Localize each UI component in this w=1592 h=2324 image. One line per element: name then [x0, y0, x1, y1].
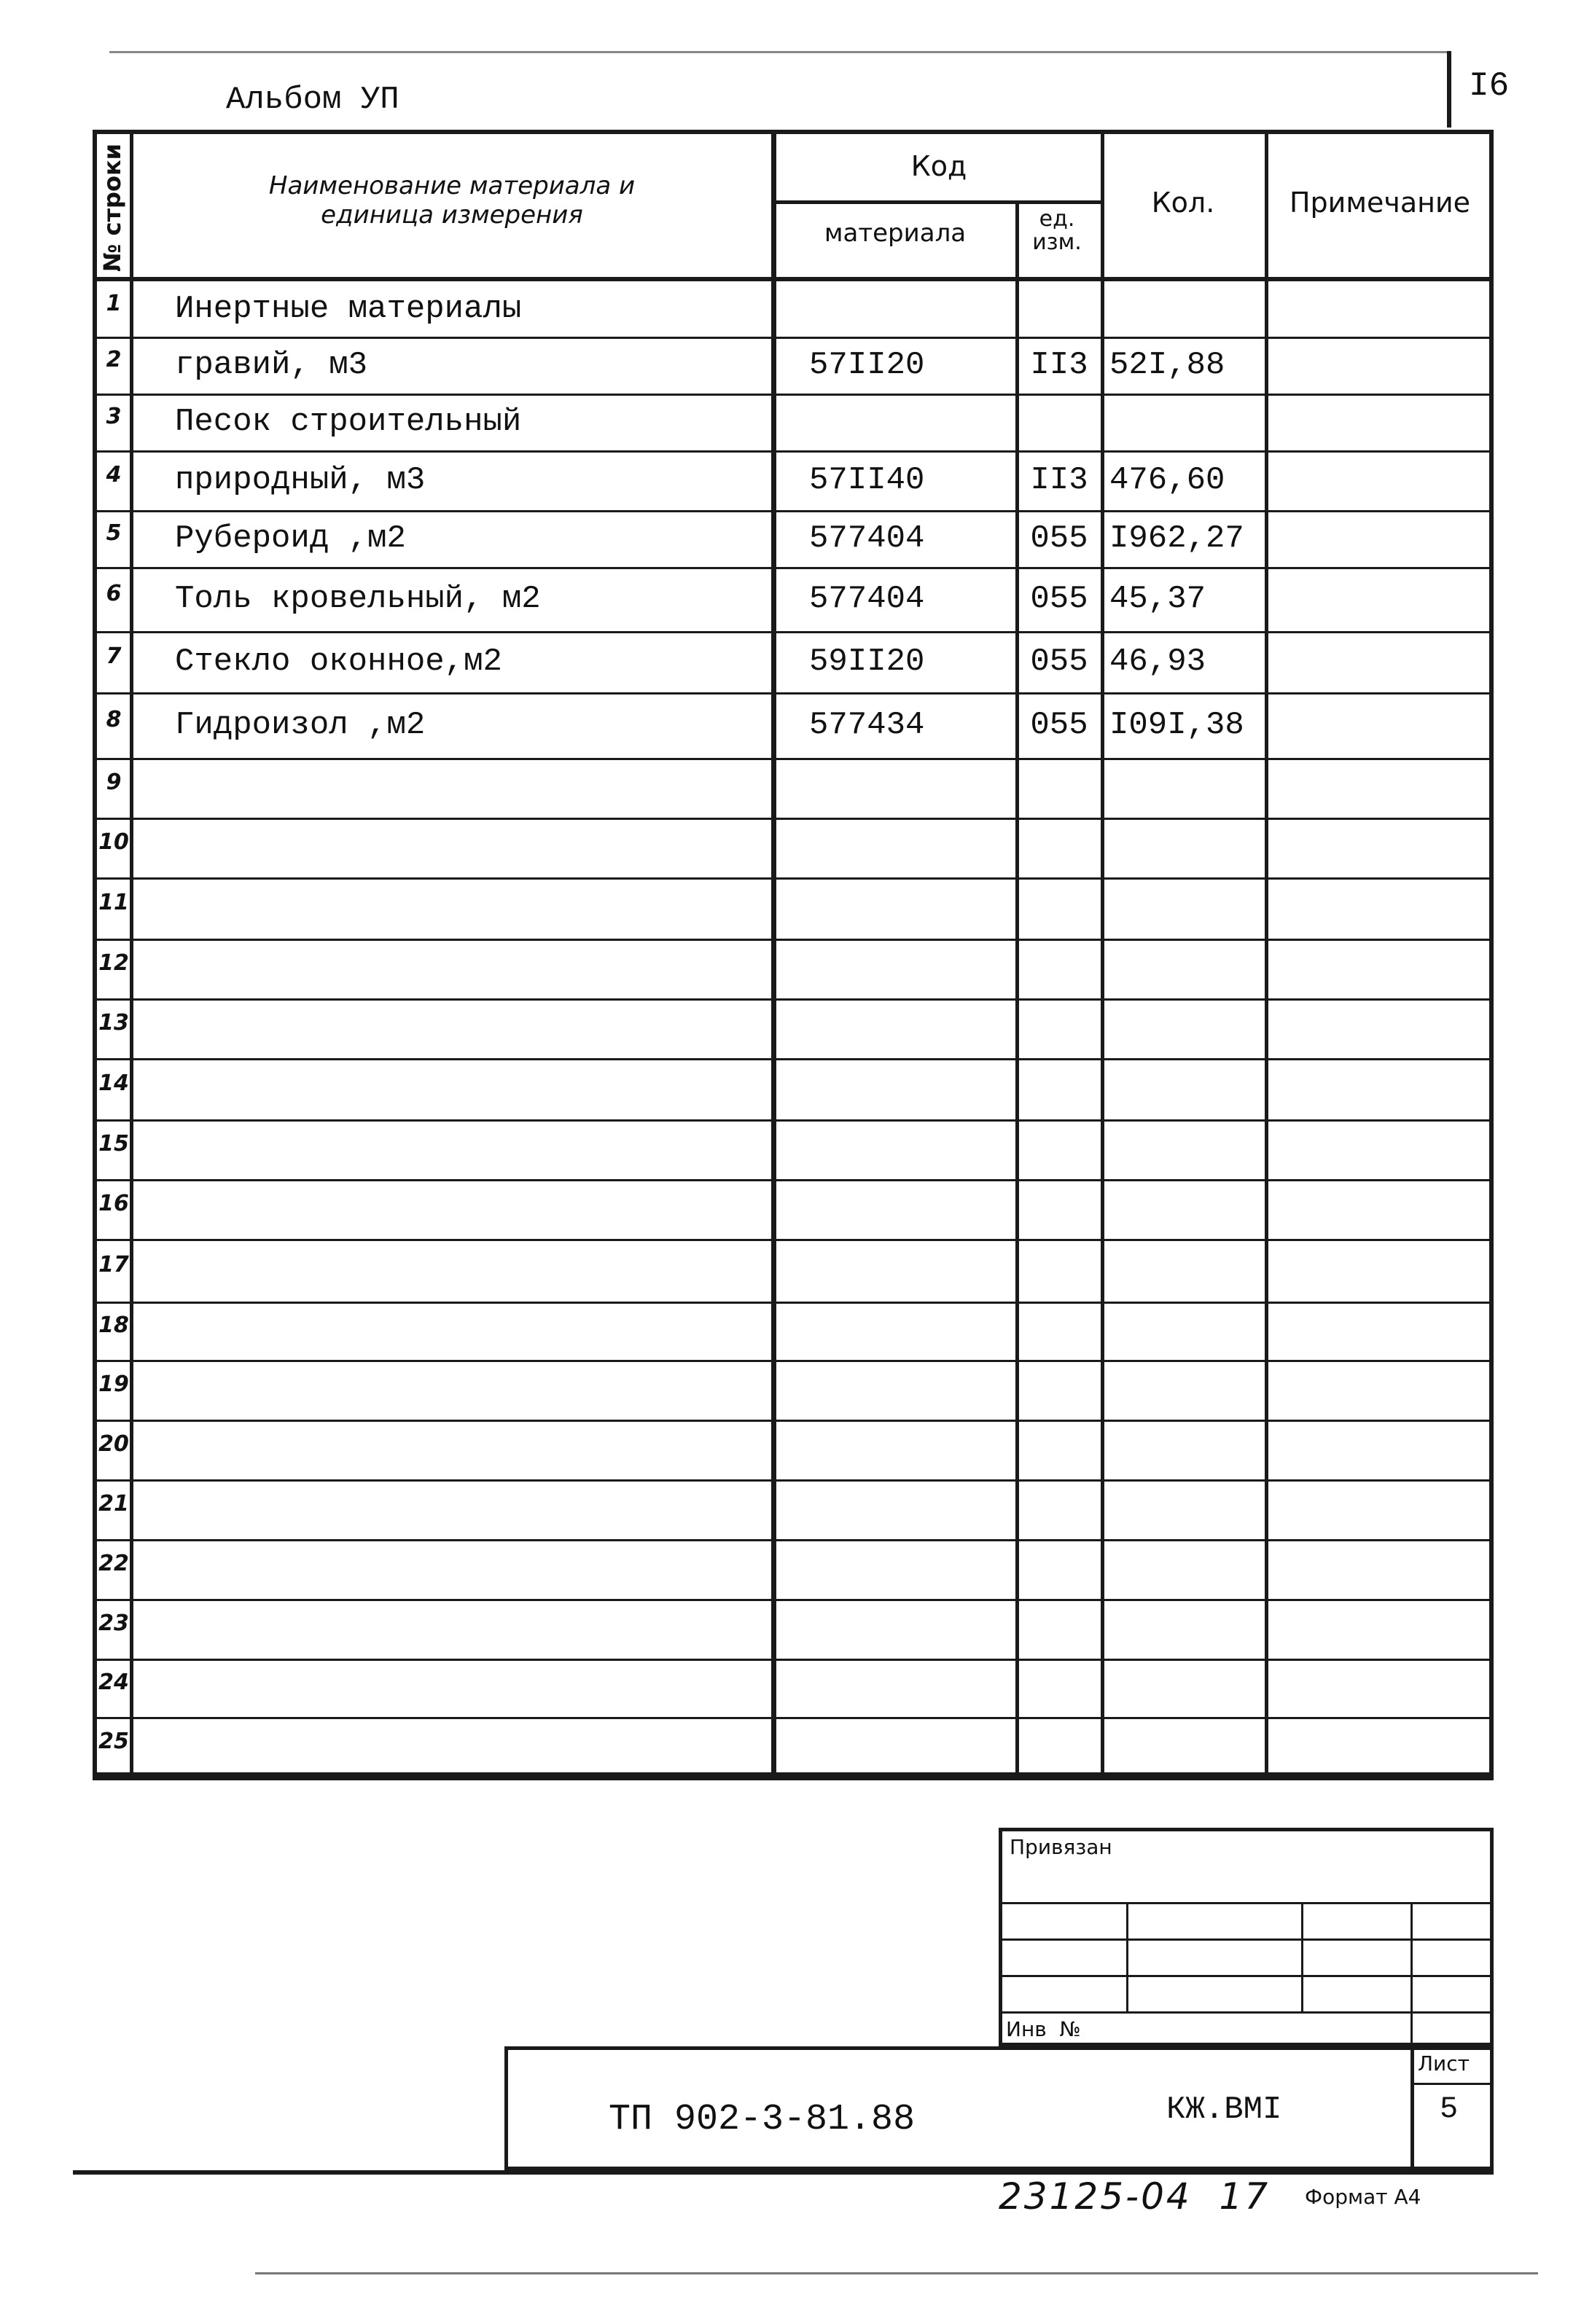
row-divider [93, 631, 1494, 633]
material-code-header: материала [824, 219, 967, 248]
material-name-cell: Толь кровельный, м2 [175, 581, 541, 617]
note-header: Примечание [1289, 187, 1471, 219]
col-line-2 [771, 130, 776, 1777]
row-number: 6 [106, 581, 122, 606]
row-number: 17 [98, 1252, 129, 1278]
row-divider [93, 1119, 1494, 1122]
row-number: 12 [98, 950, 129, 976]
material-code-cell: 57II40 [809, 462, 925, 498]
material-name-cell: гравий, м3 [175, 347, 368, 383]
drawing-mark: КЖ.ВМI [1166, 2092, 1282, 2128]
material-code-cell: 577404 [809, 520, 925, 557]
unit-code-cell: II3 [1030, 462, 1088, 498]
row-divider [93, 877, 1494, 880]
row-number: 15 [98, 1131, 129, 1157]
row-number: 4 [106, 462, 122, 488]
material-name-cell: Стекло оконное,м2 [175, 643, 502, 680]
row-divider [93, 394, 1494, 396]
quantity-cell: I09I,38 [1109, 707, 1244, 743]
inv-label: Инв № [1006, 2017, 1081, 2041]
row-divider [93, 1360, 1494, 1362]
stamp-line-b [999, 1938, 1494, 1941]
unit-code-cell: 055 [1030, 581, 1088, 617]
row-divider [93, 337, 1494, 339]
quantity-cell: 45,37 [1109, 581, 1206, 617]
material-name-cell: Песок строительный [175, 404, 522, 440]
row-divider [93, 1302, 1494, 1304]
unit-code-cell: 055 [1030, 643, 1088, 680]
row-number: 20 [98, 1431, 129, 1457]
quantity-header: Кол. [1151, 187, 1215, 219]
page-number: I6 [1469, 67, 1510, 105]
row-number: 18 [98, 1312, 129, 1338]
row-number: 1 [106, 291, 122, 316]
material-code-cell: 577434 [809, 707, 925, 743]
row-number: 2 [106, 347, 122, 372]
row-divider [93, 567, 1494, 569]
material-code-cell: 577404 [809, 581, 925, 617]
unit-code-cell: 055 [1030, 520, 1088, 557]
row-number: 19 [98, 1372, 129, 1397]
row-divider [93, 1058, 1494, 1060]
bound-label: Привязан [1010, 1835, 1112, 1859]
archive-number: 23125-04 17 [999, 2175, 1271, 2218]
row-number: 13 [98, 1010, 129, 1036]
material-name-cell: Гидроизол ,м2 [175, 707, 426, 743]
row-divider [93, 450, 1494, 453]
row-number: 5 [106, 520, 122, 546]
unit-code-cell: II3 [1030, 347, 1088, 383]
top-rule [109, 51, 1451, 53]
material-code-cell: 59II20 [809, 643, 925, 680]
row-divider [93, 939, 1494, 941]
sheet-label-line [1410, 2083, 1494, 2085]
row-divider [93, 1659, 1494, 1661]
code-group-header: Код [910, 150, 967, 182]
material-name-cell: Рубероид ,м2 [175, 520, 406, 557]
stamp-vline-a [1126, 1902, 1128, 2011]
row-divider [93, 692, 1494, 695]
title-block-sheet-divider [1410, 2046, 1414, 2170]
header-bottom-line [93, 277, 1494, 281]
material-name-cell: природный, м3 [175, 462, 426, 498]
stamp-line-c [999, 1975, 1494, 1977]
row-divider [93, 1420, 1494, 1422]
quantity-cell: 46,93 [1109, 643, 1206, 680]
table-body-bottom-line [93, 1777, 1494, 1780]
material-name-cell: Инертные материалы [175, 291, 522, 327]
col-line-4 [1101, 130, 1104, 1777]
format-label: Формат А4 [1305, 2185, 1421, 2209]
bound-stamp [999, 1828, 1494, 2046]
row-number: 25 [98, 1729, 129, 1754]
row-divider [93, 1479, 1494, 1482]
quantity-cell: 52I,88 [1109, 347, 1225, 383]
row-divider [93, 998, 1494, 1001]
bottom-rule [255, 2272, 1538, 2274]
row-number: 7 [106, 643, 122, 669]
row-divider [93, 758, 1494, 760]
row-number: 11 [98, 890, 129, 915]
row-number-header: № строки [98, 143, 126, 273]
row-number: 3 [106, 404, 122, 429]
row-divider [93, 818, 1494, 820]
row-divider [93, 510, 1494, 512]
unit-code-header: ед. изм. [1032, 206, 1082, 255]
row-number: 23 [98, 1611, 129, 1636]
row-number: 21 [98, 1491, 129, 1517]
code-header-split [775, 200, 1103, 204]
sheet-label: Лист [1418, 2051, 1470, 2075]
sheet-number: 5 [1440, 2092, 1459, 2127]
unit-code-cell: 055 [1030, 707, 1088, 743]
row-number: 24 [98, 1670, 129, 1695]
document-code: ТП 902-3-81.88 [609, 2099, 916, 2140]
quantity-cell: 476,60 [1109, 462, 1225, 498]
stamp-line-a [999, 1902, 1494, 1904]
row-number: 22 [98, 1551, 129, 1576]
row-divider [93, 1179, 1494, 1181]
col-line-5 [1265, 130, 1268, 1777]
row-divider [93, 1599, 1494, 1601]
row-number: 10 [98, 829, 129, 855]
row-divider [93, 1717, 1494, 1719]
material-code-cell: 57II20 [809, 347, 925, 383]
album-title: Альбом УП [226, 82, 399, 118]
name-column-header: Наименование материала и единица измерения [268, 171, 636, 230]
row-divider [93, 1239, 1494, 1241]
row-divider [93, 1539, 1494, 1541]
row-number: 16 [98, 1191, 129, 1216]
stamp-line-d [999, 2011, 1494, 2014]
stamp-vline-b [1301, 1902, 1303, 2011]
quantity-cell: I962,27 [1109, 520, 1244, 557]
row-number: 14 [98, 1071, 129, 1096]
row-number: 8 [106, 707, 122, 732]
bottom-frame-line [73, 2170, 1494, 2175]
row-number: 9 [106, 770, 122, 795]
stamp-vline-c [1410, 1902, 1413, 2046]
